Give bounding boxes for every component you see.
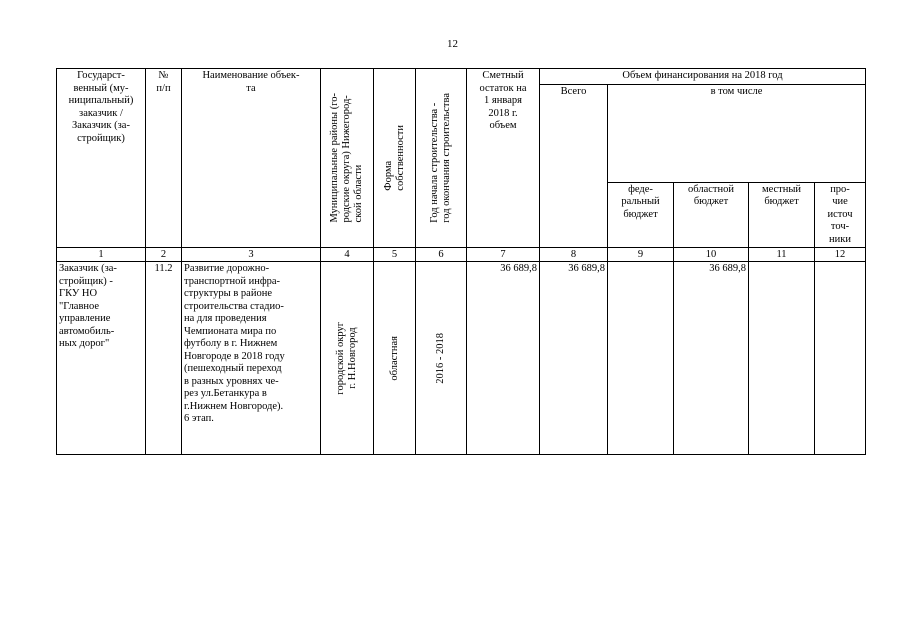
header-years: Год начала строительства - год окончания строительства: [429, 93, 452, 223]
header-num: № п/п: [146, 69, 182, 248]
cell-object-name: Развитие дорожно- транспортной инфра- структуры в районе строительства стадио- на для проведения Чемпионата мира по футболу в г. Нижнем Новгороде в 2018 году (пешеходный переход в разных уровнях че- рез ул.Бетанкура в г.Нижнем Новгороде). 6 этап.: [182, 262, 321, 455]
column-number: 4: [321, 248, 374, 262]
cell-local: [749, 262, 815, 455]
header-ownership-cell: [374, 69, 416, 248]
header-estimate: Сметный остаток на 1 января 2018 г. объем: [467, 69, 540, 248]
column-number-row: [57, 248, 866, 262]
header-customer: Государст- венный (му- ниципальный) заказчик / Заказчик (за- стройщик): [57, 69, 146, 248]
column-number: 2: [146, 248, 182, 262]
header-local: местный бюджет: [749, 182, 815, 248]
cell-federal: [608, 262, 674, 455]
header-ownership: Форма собственности: [382, 125, 406, 191]
column-number: 5: [374, 248, 416, 262]
header-district-cell: [321, 69, 374, 248]
cell-num: 11.2: [146, 262, 182, 455]
cell-other: [815, 262, 866, 455]
header-other: про- чие источ точ- ники: [815, 182, 866, 248]
header-row-1: [57, 69, 866, 85]
cell-ownership-wrap: [374, 262, 416, 455]
header-total: Всего: [540, 84, 608, 248]
cell-ownership: областная: [388, 335, 400, 381]
header-federal: феде- ральный бюджет: [608, 182, 674, 248]
cell-customer: Заказчик (за- стройщик) - ГКУ НО "Главное управление автомобиль- ных дорог": [57, 262, 146, 455]
header-including: в том числе: [608, 84, 866, 182]
column-number: 3: [182, 248, 321, 262]
cell-estimate: 36 689,8: [467, 262, 540, 455]
column-number: 1: [57, 248, 146, 262]
header-object-name: Наименование объек- та: [182, 69, 321, 248]
column-number: 9: [608, 248, 674, 262]
header-district: Муниципальные районы (го- родские округа) Нижегород- ской области: [329, 93, 364, 223]
header-funding: Объем финансирования на 2018 год: [540, 69, 866, 85]
cell-regional: 36 689,8: [674, 262, 749, 455]
cell-years: 2016 - 2018: [435, 332, 446, 384]
column-number: 11: [749, 248, 815, 262]
cell-total: 36 689,8: [540, 262, 608, 455]
page-number: 12: [447, 38, 458, 50]
column-number: 7: [467, 248, 540, 262]
column-number: 8: [540, 248, 608, 262]
cell-years-wrap: [416, 262, 467, 455]
column-number: 6: [416, 248, 467, 262]
header-regional: областной бюджет: [674, 182, 749, 248]
cell-district: городской округ г. Н.Новгород: [335, 321, 358, 395]
header-years-cell: [416, 69, 467, 248]
table-row: [57, 262, 866, 455]
column-number: 12: [815, 248, 866, 262]
cell-district-wrap: [321, 262, 374, 455]
column-number: 10: [674, 248, 749, 262]
financing-table: [56, 68, 866, 455]
